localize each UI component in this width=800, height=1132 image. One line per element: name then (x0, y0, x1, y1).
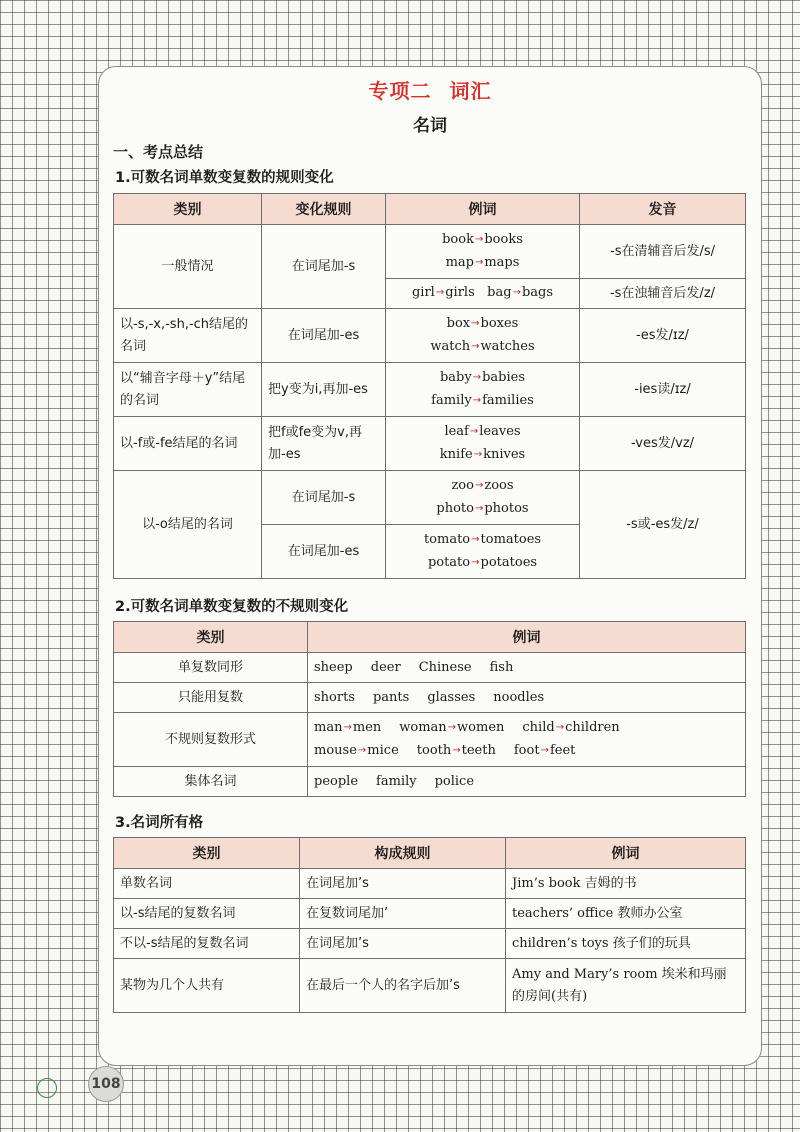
pronunciation-cell: -es发/ɪz/ (580, 309, 746, 363)
table3-header-row (114, 838, 746, 869)
category-cell: 单复数同形 (114, 653, 308, 683)
table1-col-examples: 例词 (386, 194, 580, 225)
arrow-icon: → (473, 448, 483, 460)
category-cell: 以-f或-fe结尾的名词 (114, 417, 262, 471)
category-cell: 集体名词 (114, 767, 308, 797)
example-cell: man→men woman→women child→children mouse→mice tooth→teeth foot→feet (308, 713, 746, 767)
page-title (363, 75, 498, 104)
arrow-icon: → (452, 744, 461, 756)
title-part1: 专项二 (368, 79, 432, 103)
table-row (114, 959, 746, 1013)
arrow-icon: → (512, 287, 521, 298)
example-cell: girl→girls bag→bags (386, 279, 580, 309)
example-cell: sheep deer Chinese fish (308, 653, 746, 683)
rule-cell: 在词尾加-s (262, 225, 386, 309)
pronunciation-cell: -ves发/vz/ (580, 417, 746, 471)
table1-col-rule: 变化规则 (262, 194, 386, 225)
arrow-icon: → (343, 721, 352, 733)
table-row (114, 653, 746, 683)
example-cell: box→boxes watch→watches (386, 309, 580, 363)
arrow-icon: → (471, 533, 480, 545)
arrow-icon: → (471, 556, 480, 568)
category-cell: 以-s,-x,-sh,-ch结尾的名词 (114, 309, 262, 363)
table-row (114, 899, 746, 929)
example-cell: children’s toys 孩子们的玩具 (506, 929, 746, 959)
arrow-icon: → (474, 256, 484, 268)
category-cell: 某物为几个人共有 (114, 959, 300, 1013)
table2-col-category: 类别 (114, 622, 308, 653)
table-row (114, 309, 746, 363)
page-card (98, 66, 762, 1066)
rule-cell: 在复数词尾加’ (300, 899, 506, 929)
table-row (114, 713, 746, 767)
table3-heading: 3.名词所有格 (115, 815, 204, 831)
arrow-icon: → (472, 394, 482, 406)
stamp-logo-icon (37, 1078, 57, 1098)
page-subtitle: 名词 (413, 116, 447, 136)
pronunciation-cell: -s在清辅音后发/s/ (580, 225, 746, 279)
table-row (114, 869, 746, 899)
table3-col-examples: 例词 (506, 838, 746, 869)
possessive-table (113, 837, 746, 1013)
example-cell: teachers’ office 教师办公室 (506, 899, 746, 929)
table-row (114, 767, 746, 797)
pronunciation-cell: -ies读/ɪz/ (580, 363, 746, 417)
example-cell: people family police (308, 767, 746, 797)
category-cell: 以-o结尾的名词 (114, 471, 262, 579)
category-cell: 一般情况 (114, 225, 262, 309)
pronunciation-cell: -s或-es发/z/ (580, 471, 746, 579)
table2-heading: 2.可数名词单数变复数的不规则变化 (115, 599, 349, 615)
arrow-icon: → (435, 287, 445, 298)
rule-cell: 把y变为i,再加-es (262, 363, 386, 417)
table-row (114, 417, 746, 471)
rule-cell: 在词尾加-es (262, 309, 386, 363)
page-number: 108 (88, 1066, 124, 1102)
table3-col-category: 类别 (114, 838, 300, 869)
arrow-icon: → (471, 317, 480, 329)
publisher-stamp (12, 1076, 82, 1128)
example-cell: leaf→leaves knife→knives (386, 417, 580, 471)
example-cell: shorts pants glasses noodles (308, 683, 746, 713)
rule-cell: 把f或fe变为v,再加-es (262, 417, 386, 471)
rule-cell: 在词尾加’s (300, 869, 506, 899)
arrow-icon: → (357, 744, 367, 756)
regular-plural-table (113, 193, 746, 579)
table-row (114, 683, 746, 713)
title-block (99, 75, 761, 104)
table1-col-pronunciation: 发音 (580, 194, 746, 225)
arrow-icon: → (540, 744, 549, 756)
category-cell: 只能用复数 (114, 683, 308, 713)
table2-col-examples: 例词 (308, 622, 746, 653)
category-cell: 以“辅音字母＋y”结尾的名词 (114, 363, 262, 417)
title-part2: 词汇 (449, 79, 492, 103)
arrow-icon: → (474, 233, 484, 245)
rule-cell: 在词尾加’s (300, 929, 506, 959)
rule-cell: 在词尾加-s (262, 471, 386, 525)
rule-cell: 在最后一个人的名字后加’s (300, 959, 506, 1013)
arrow-icon: → (469, 425, 479, 437)
category-cell: 单数名词 (114, 869, 300, 899)
example-cell: zoo→zoos photo→photos (386, 471, 580, 525)
table1-header-row (114, 194, 746, 225)
example-cell: Jim’s book 吉姆的书 (506, 869, 746, 899)
irregular-plural-table (113, 621, 746, 797)
example-cell: Amy and Mary’s room 埃米和玛丽的房间(共有) (506, 959, 746, 1013)
arrow-icon: → (555, 721, 565, 733)
table-row (114, 471, 746, 525)
table2-header-row (114, 622, 746, 653)
table-row (114, 363, 746, 417)
arrow-icon: → (474, 479, 484, 491)
arrow-icon: → (447, 721, 457, 733)
example-cell: tomato→tomatoes potato→potatoes (386, 525, 580, 579)
example-cell: baby→babies family→families (386, 363, 580, 417)
category-cell: 以-s结尾的复数名词 (114, 899, 300, 929)
category-cell: 不规则复数形式 (114, 713, 308, 767)
pronunciation-cell: -s在浊辅音后发/z/ (580, 279, 746, 309)
table3-col-rule: 构成规则 (300, 838, 506, 869)
table-row (114, 929, 746, 959)
rule-cell: 在词尾加-es (262, 525, 386, 579)
table-row (114, 225, 746, 279)
arrow-icon: → (472, 371, 482, 383)
table1-heading: 1.可数名词单数变复数的规则变化 (115, 170, 334, 186)
arrow-icon: → (474, 502, 484, 514)
category-cell: 不以-s结尾的复数名词 (114, 929, 300, 959)
example-cell: book→books map→maps (386, 225, 580, 279)
table1-col-category: 类别 (114, 194, 262, 225)
section-heading: 一、考点总结 (113, 143, 204, 161)
arrow-icon: → (471, 340, 480, 352)
